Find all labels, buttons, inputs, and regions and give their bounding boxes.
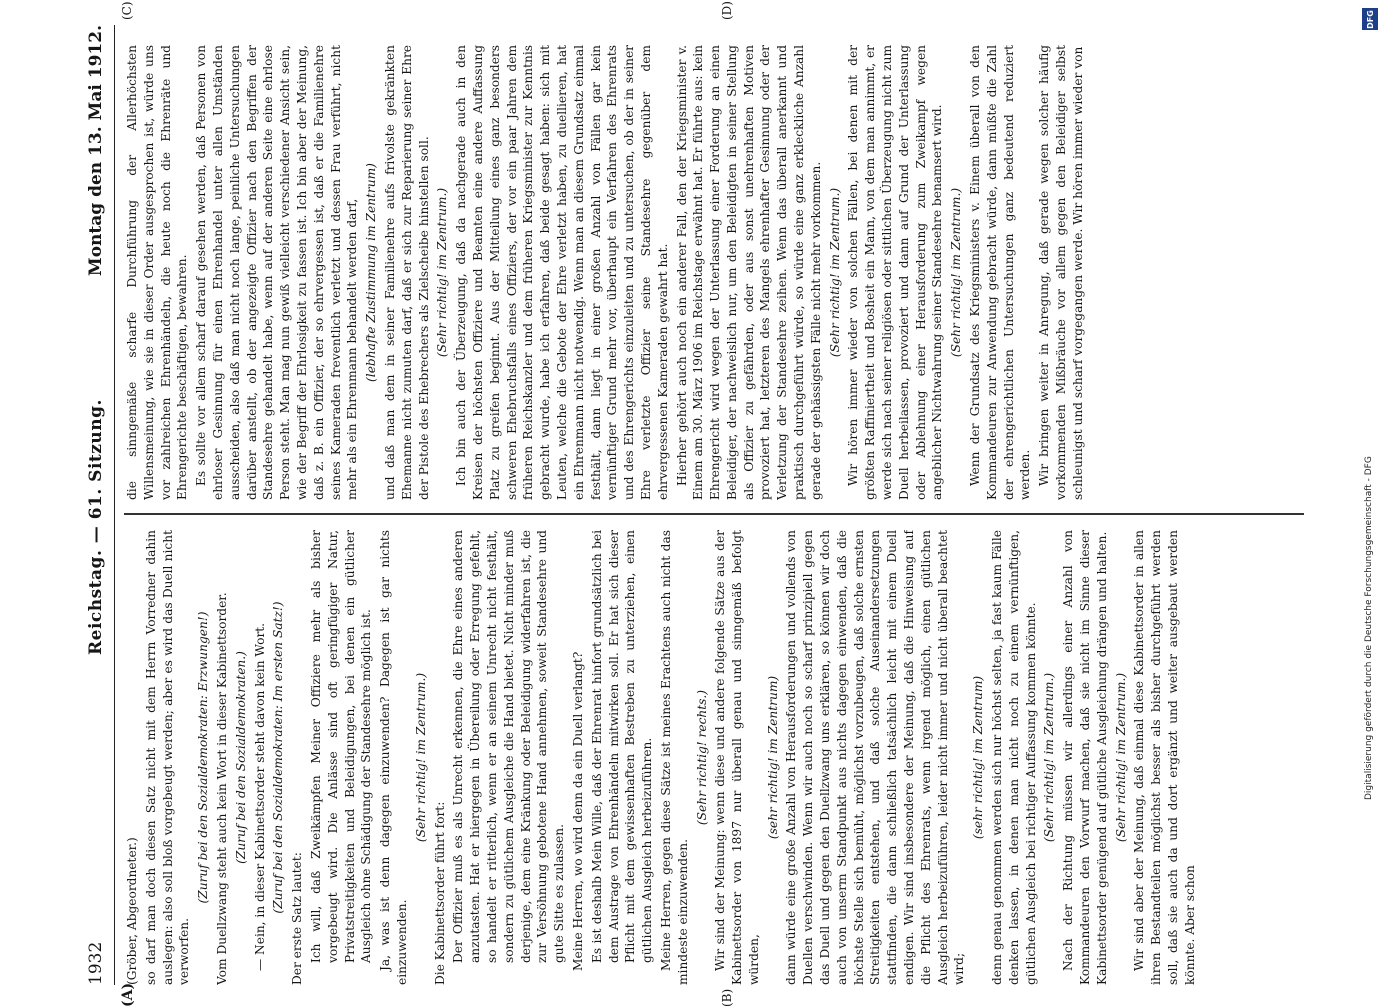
page-header (80, 25, 115, 985)
paragraph: Wenn der Grundsatz des Kriegsministers v. Einem überall von den Kommandeuren zur Anwendung gebracht würde, dann müßte die Zahl der ehrengerichtlichen Untersuchungen ganz bedeutend reduziert werden. (968, 45, 1033, 500)
margin-marker-c: (C) (120, 1, 134, 20)
dfg-logo: DFG (1362, 8, 1378, 30)
paragraph: (Sehr richtig! rechts.) (694, 689, 709, 826)
paragraph: und daß man dem in seiner Familienehre aufs frivolste gekränkten Ehemanne nicht zumuten darf, daß er sich zur Reparierung seiner Ehre der Pistole des Ehebrechers als Zielscheibe hinstellen soll. (382, 45, 431, 500)
paragraph: Ja, was ist denn dagegen einzuwenden? Dagegen ist gar nichts einzuwenden. (378, 530, 409, 985)
session-title: Reichstag. — 61. Sitzung. (86, 399, 106, 655)
paragraph: (sehr richtig! im Zentrum) (765, 675, 780, 840)
paragraph: — Nein, in dieser Kabinettsorder steht davon kein Wort. (252, 622, 267, 971)
paragraph: (lebhafte Zustimmung im Zentrum) (364, 163, 379, 382)
page-number: 1932 (86, 941, 106, 985)
paragraph: (Gröber, Abgeordneter.) (125, 837, 139, 985)
paragraph: (Sehr richtig! im Zentrum.) (435, 187, 450, 358)
paragraph: Meine Herren, gegen diese Sätze ist meines Erachtens auch nicht das mindeste einzuwenden. (658, 530, 690, 985)
paragraph: so darf man doch diesen Satz nicht mit dem Herrn Vorredner dahin auslegen: also soll bloß vorgebeugt werden; aber es wird das Duell nicht verworfen. (143, 530, 192, 985)
paragraph: Es sollte vor allem scharf darauf gesehen werden, daß Personen von ehrloser Gesinnung für einen Ehrenhandel unter allen Umständen ausscheiden, also daß man nicht noch lange, peinliche Untersuchungen darüber anstellt, ob der angezeigte Offizier nach den Begriffen der Standesehre gehandelt habe, wenn auf der anderen Seite eine ehrlose Person steht. Man mag nun gewiß vielleicht verschiedener Ansicht sein, wie der Begriff der Ehrlosigkeit zu fassen ist. Ich bin aber der Meinung, daß z. B. ein Offizier, der so ehrvergessen ist, daß er die Familienehre seines Kameraden freventlich verletzt und dessen Frau verführt, nicht mehr als ein Ehrenmann behandelt werden darf, (194, 45, 360, 500)
paragraph: (Zuruf bei den Sozialdemokraten: Erzwungen!) (196, 611, 211, 904)
paragraph: (Zuruf bei den Sozialdemokraten: Im ersten Satz!) (271, 601, 286, 914)
paragraph: Ich will, daß Zweikämpfen Meiner Offiziere mehr als bisher vorgebeugt wird. Die Anlässe sind oft geringfügiger Natur, Privatstreitigkeiten und Beleidigungen, bei denen ein gütlicher Ausgleich ohne Schädigung der Standesehre möglich ist. (308, 530, 374, 963)
paragraph: Der erste Satz lautet: (290, 852, 305, 985)
paragraph: denn genau genommen werden sich nur höchst selten, ja fast kaum Fälle denken lassen, in denen man nicht noch zu einem vernünftigen, gütlichen Ausgleich bei richtiger Auffassung kommen könnte. (990, 530, 1038, 985)
paragraph: die sinngemäße scharfe Durchführung der Allerhöchsten Willensmeinung, wie sie in dieser Order ausgesprochen ist, würde uns vor zahlreichen Ehrenhändeln, die heute noch die Ehrenräte und Ehrengerichte beschäftigen, bewahren. (125, 45, 190, 500)
paragraph: (Sehr richtig! im Zentrum.) (413, 672, 428, 843)
left-text-column (124, 530, 1304, 985)
paragraph: Hierher gehört auch noch ein anderer Fall, den der Kriegsminister v. Einem am 30. März 1906 im Reichstage erwähnt hat. Er führte aus: kein Ehrengericht wird wegen der Unterlassung einer Forderung an einen Beleidiger, der nachweislich nur, um den Beleidigten in seiner Stellung als Offizier zu gefährden, oder aus sonst unehrenhaften Motiven provoziert hat, letzteren des Mangels ehrenhafter Gesinnung oder der Verletzung der Standesehre zeihen. Wenn das überall anerkannt und praktisch durchgeführt würde, so würde eine ganz erkleckliche Anzahl gerade der gehässigsten Fälle nicht mehr vorkommen. (674, 45, 823, 500)
paragraph: (Sehr richtig! im Zentrum.) (1113, 672, 1128, 843)
paragraph: Der Offizier muß es als Unrecht erkennen, die Ehre eines anderen anzutasten. Hat er hiergegen in Übereilung oder Erregung gefehlt, so handelt er ritterlich, wenn er an seinem Unrecht nicht festhält, sondern zu gütlichem Ausgleiche die Hand bietet. Nicht minder muß derjenige, dem eine Kränkung oder Beleidigung widerfahren ist, die zur Versöhnung gebotene Hand annehmen, soweit Standesehre und gute Sitte es zulassen. (451, 530, 567, 963)
paragraph: (Sehr richtig! im Zentrum.) (827, 187, 842, 358)
paragraph: (sehr richtig! im Zentrum) (971, 675, 986, 840)
paragraph: Es ist deshalb Mein Wille, daß der Ehrenrat hinfort grundsätzlich bei dem Austrage von Ehrenhändeln mitwirken soll. Er hat sich dieser Pflicht mit dem gewissenhaften Bestreben zu unterziehen, einen gütlichen Ausgleich herbeizuführen. (589, 530, 655, 963)
paragraph: (Zuruf bei den Sozialdemokraten.) (233, 651, 248, 864)
paragraph: Nach der Richtung müssen wir allerdings einer Anzahl von Kommandeuren den Vorwurf machen, daß sie nicht im Sinne dieser Kabinettsorder genügend auf gütliche Ausgleichung drängen und halten. (1061, 530, 1109, 985)
paragraph: Ich bin auch der Überzeugung, daß da nachgerade auch in den Kreisen der höchsten Offiziere und Beamten eine andere Auffassung Platz zu greifen beginnt. Aus der Mitteilung eines ganz besonders schweren Ehebruchsfalls eines Offiziers, der vor ein paar Jahren dem früheren Reichskanzler und dem früheren Kriegsminister zur Kenntnis gebracht wurde, habe ich erfahren, daß beide gesagt haben: sich mit Leuten, welche die Gebote der Ehre verletzt haben, zu duellieren, hat ein Ehrenmann nicht notwendig. Wenn man an diesem Grundsatz einmal festhält, dann liegt in einer großen Anzahl von Fällen gar kein vernünftiger Grund mehr vor, überhaupt ein Verfahren des Ehrenrats und des Ehrengerichts einzuleiten und zu untersuchen, ob der in seiner Ehre verletzte Offizier seine Standesehre gegenüber dem ehrvergessenen Kameraden gewahrt hat. (454, 45, 670, 500)
paragraph: dann würde eine große Anzahl von Herausforderungen und vollends von Duellen verschwinden. Wenn wir auch noch so scharf prinzipiell gegen das Duell und gegen den Duellzwang uns erklären, so können wir doch auch von unserm Standpunkt aus nichts dagegen einwenden, daß die höchste Stelle sich bemüht, möglichst vorzubeugen, daß solche ernsten Streitigkeiten entstehen, und daß solche Auseinandersetzungen stattfinden, die dann schließlich tatsächlich leicht mit einem Duell endigen. Wir sind insbesondere der Meinung, daß die Hinweisung auf die Pflicht des Ehrenrats, wenn irgend möglich, einen gütlichen Ausgleich herbeizuführen, leider nicht immer und nicht überall beachtet wird; (784, 530, 967, 985)
paragraph: (Sehr richtig! im Zentrum.) (1042, 672, 1057, 843)
paragraph: Wir sind der Meinung: wenn diese und andere folgende Sätze aus der Kabinettsorder von 1897 nur überall genau und sinngemäß befolgt würden, (713, 530, 761, 985)
rotated-document-page (80, 1, 1310, 1007)
margin-marker-d: (D) (720, 1, 734, 20)
paragraph: Vom Duellzwang steht auch kein Wort in dieser Kabinettsorder. (214, 592, 229, 985)
right-text-column (124, 45, 1304, 500)
column-divider (124, 514, 1304, 516)
margin-marker-a: (A) (120, 982, 136, 1007)
paragraph: (Sehr richtig! im Zentrum.) (949, 187, 964, 358)
paragraph: Wir sind aber der Meinung, daß einmal diese Kabinettsorder in allen ihren Bestandteilen möglichst besser als bisher durchgeführt werden soll, daß sie auch da und dort ergänzt und weiter ausgebaut werden könnte. Aber schon (1132, 530, 1197, 985)
digitization-credit: Digitalisierung gefördert durch die Deutsche Forschungsgemeinschaft - DFG (1364, 456, 1374, 800)
paragraph: Wir hören immer wieder von solchen Fällen, bei denen mit der größten Raffiniertheit und Bosheit ein Mann, von dem man annimmt, er werde sich nach seiner religiösen oder sittlichen Überzeugung nicht zum Duell herbeilassen, provoziert und dann auf Grund der Unterlassung oder Ablehnung einer Herausforderung zum Zweikampf wegen angeblicher Nichtwahrung seiner Standesehre benamsert wird. (846, 45, 945, 500)
session-date: Montag den 13. Mai 1912. (86, 25, 106, 277)
paragraph: Meine Herren, wo wird denn da ein Duell verlangt? (570, 651, 585, 971)
paragraph: Die Kabinettsorder führt fort: (432, 801, 447, 985)
margin-marker-b: (B) (720, 988, 734, 1007)
paragraph: Wir bringen weiter in Anregung, daß gerade wegen solcher häufig vorkommenden Mißbräuche vor allem gegen den Beleidiger selbst schleunigst und scharf vorgegangen werde. Wir hören immer wieder von (1037, 45, 1085, 500)
